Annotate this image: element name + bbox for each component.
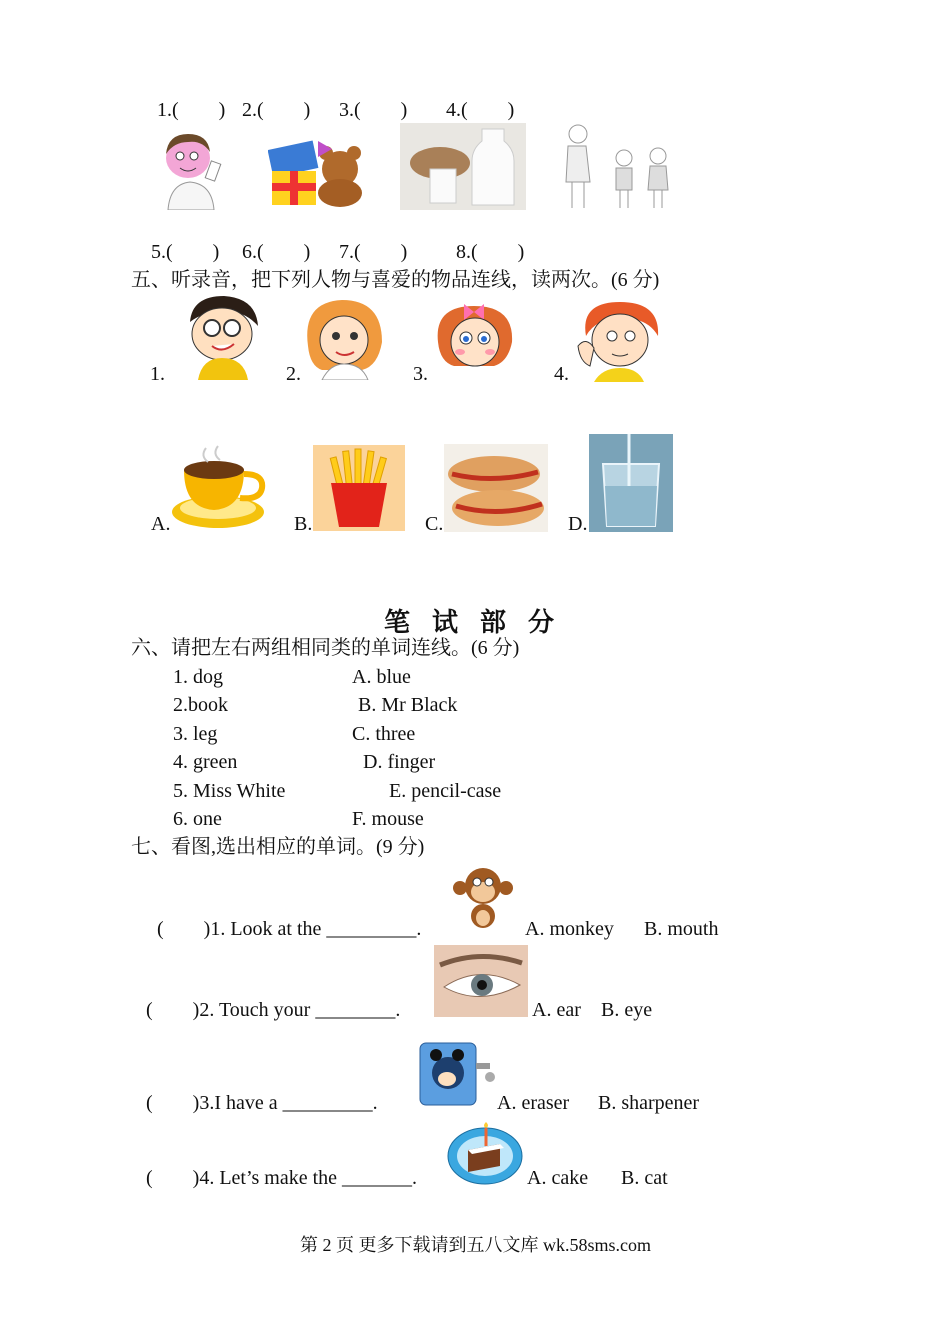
section7-heading: 七、看图,选出相应的单词。(9 分) xyxy=(131,836,425,858)
coffee-cup-picture xyxy=(170,444,270,532)
boy-with-glasses-picture xyxy=(174,292,264,380)
match-right-f: F. mouse xyxy=(352,808,424,830)
hot-dog-picture xyxy=(444,444,548,532)
answer-slot-8[interactable]: 8.( ) xyxy=(456,241,525,263)
question-1-option-a[interactable]: A. monkey xyxy=(525,918,614,940)
item-label-a: A. xyxy=(151,513,171,535)
girl-pink-bow-picture xyxy=(428,296,522,380)
answer-slot-6[interactable]: 6.( ) xyxy=(242,241,311,263)
item-label-d: D. xyxy=(568,513,588,535)
question-2-option-a[interactable]: A. ear xyxy=(532,999,581,1021)
girl-orange-hair-picture xyxy=(302,296,386,380)
answer-slot-4[interactable]: 4.( ) xyxy=(446,99,515,121)
page-footer: 第 2 页 更多下载请到五八文库 wk.58sms.com xyxy=(300,1235,651,1255)
question-1-stem[interactable]: ( )1. Look at the _________. xyxy=(157,918,422,940)
item-label-c: C. xyxy=(425,513,444,535)
match-left-5: 5. Miss White xyxy=(173,780,286,802)
answer-slot-7[interactable]: 7.( ) xyxy=(339,241,408,263)
person-label-4: 4. xyxy=(554,363,569,385)
pencil-sharpener-picture xyxy=(414,1033,496,1111)
person-label-3: 3. xyxy=(413,363,428,385)
written-section-title: 笔试部分 xyxy=(384,608,577,638)
answer-slot-3[interactable]: 3.( ) xyxy=(339,99,408,121)
match-right-a: A. blue xyxy=(352,666,411,688)
match-right-e: E. pencil-case xyxy=(389,780,502,802)
question-1-option-b[interactable]: B. mouth xyxy=(644,918,719,940)
answer-slot-5[interactable]: 5.( ) xyxy=(151,241,220,263)
person-label-2: 2. xyxy=(286,363,301,385)
section6-heading: 六、请把左右两组相同类的单词连线。(6 分) xyxy=(131,637,520,659)
match-left-2: 2.book xyxy=(173,694,228,716)
match-left-4: 4. green xyxy=(173,751,238,773)
question-4-option-b[interactable]: B. cat xyxy=(621,1167,668,1189)
glass-of-water-picture xyxy=(589,434,673,532)
question-3-option-a[interactable]: A. eraser xyxy=(497,1092,570,1114)
eye-picture xyxy=(434,945,528,1017)
item-label-b: B. xyxy=(294,513,313,535)
match-left-1: 1. dog xyxy=(173,666,223,688)
match-right-b: B. Mr Black xyxy=(358,694,458,716)
match-left-6: 6. one xyxy=(173,808,222,830)
question-4-option-a[interactable]: A. cake xyxy=(527,1167,589,1189)
monkey-picture xyxy=(452,866,514,930)
question-2-option-b[interactable]: B. eye xyxy=(601,999,653,1021)
birthday-cake-picture xyxy=(446,1120,524,1186)
question-3-stem[interactable]: ( )3.I have a _________. xyxy=(146,1092,378,1114)
boy-drinking-picture xyxy=(158,128,230,210)
section5-heading: 五、听录音，把下列人物与喜爱的物品连线，读两次。(6 分) xyxy=(131,269,660,291)
match-left-3: 3. leg xyxy=(173,723,218,745)
question-3-option-b[interactable]: B. sharpener xyxy=(598,1092,700,1114)
bread-and-milk-picture xyxy=(400,123,526,210)
question-2-stem[interactable]: ( )2. Touch your ________. xyxy=(146,999,401,1021)
gifts-and-teddy-picture xyxy=(268,135,368,207)
match-right-c: C. three xyxy=(352,723,416,745)
family-sketch-picture xyxy=(562,122,676,212)
question-4-stem[interactable]: ( )4. Let’s make the _______. xyxy=(146,1167,418,1189)
match-right-d: D. finger xyxy=(363,751,436,773)
french-fries-picture xyxy=(313,445,405,531)
person-label-1: 1. xyxy=(150,363,165,385)
answer-slot-2[interactable]: 2.( ) xyxy=(242,99,311,121)
answer-slot-1[interactable]: 1.( ) xyxy=(157,99,226,121)
boy-red-hair-picture xyxy=(572,296,666,382)
